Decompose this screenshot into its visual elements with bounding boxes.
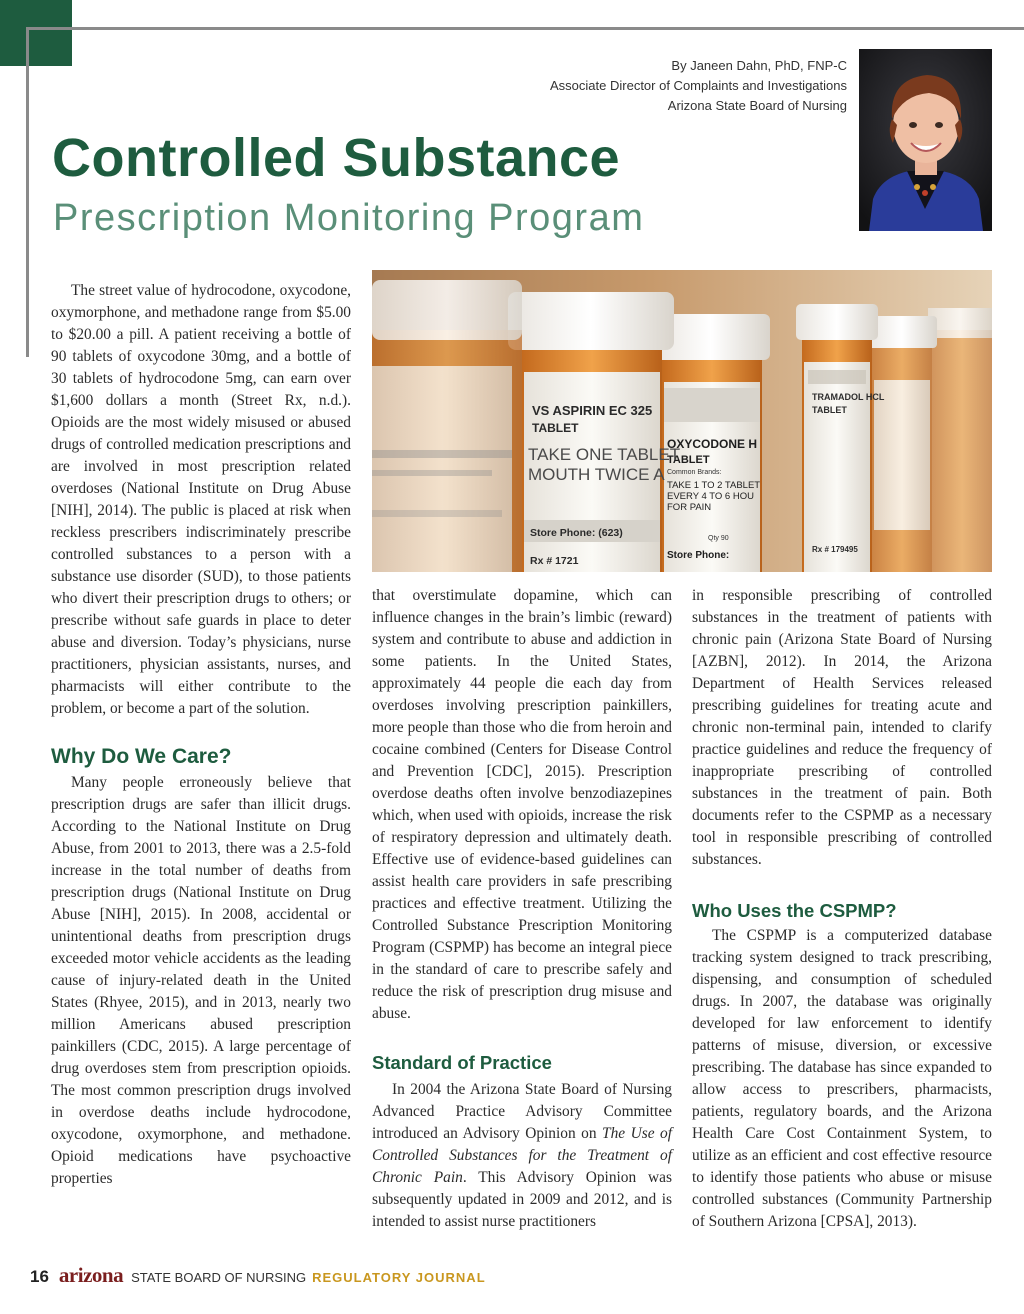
bottle1-drug-label: VS ASPIRIN EC 325 bbox=[532, 403, 653, 418]
journal-name: REGULATORY JOURNAL bbox=[312, 1270, 486, 1285]
continued-paragraph-2: in responsible prescribing of controlled substances in the treatment of patients with chronic pain (Arizona State Board of Nursing [AZBN], 2012). In 2014, the Arizona Department of Health Services released prescribing guidelines for treating acute and chronic non-terminal pain, intended to clarify practice guidelines and reduce the frequency of inappropriate prescribing of controlled substances in the treatment of pain. Both documents refer to the CSPMP as a necessary tool in responsible prescribing of controlled substances. bbox=[692, 587, 992, 868]
byline-role: Associate Director of Complaints and Investigations bbox=[550, 78, 847, 93]
standard-text-b: . This Advisory Opinion was subsequently updated in 2009 and 2012, and is intended to assist nurse practitioners bbox=[372, 1169, 672, 1230]
bottle3-drug-label: TRAMADOL HCL bbox=[812, 392, 885, 402]
left-rule bbox=[26, 27, 29, 357]
bottle2-directions-3: FOR PAIN bbox=[667, 502, 712, 513]
page-footer bbox=[30, 1263, 486, 1288]
column-2 bbox=[372, 585, 672, 1233]
bottle2-brand-label: Common Brands: bbox=[667, 469, 722, 476]
byline-author: By Janeen Dahn, PhD, FNP-C bbox=[671, 58, 847, 73]
bottle3-rx-label: Rx # 179495 bbox=[812, 545, 858, 554]
article-subtitle: Prescription Monitoring Program bbox=[53, 197, 645, 239]
arizona-wordmark: arizona bbox=[58, 1263, 124, 1287]
pill-bottles-graphic bbox=[372, 270, 992, 572]
bottle2-qty-label: Qty 90 bbox=[708, 535, 729, 542]
heading-who-uses-cspmp: Who Uses the CSPMP? bbox=[692, 900, 897, 921]
standard-paragraph bbox=[372, 1079, 672, 1233]
cspmp-paragraph: The CSPMP is a computerized database tracking system designed to track prescribing, dispensing, and consumption of scheduled drugs. In 2007, the database was originally developed for law enforcement to identify patterns of misuse, diversion, or excessive prescribing. The database has since expanded to allow access to prescribers, pharmacists, patients, regulatory boards, and the Arizona Health Care Cost Containment System, to utilize as an efficient and cost effective resource to identify those patients who abuse or misuse controlled substances (Community Partnership of Southern Arizona [CPSA], 2013). bbox=[692, 927, 992, 1230]
bottle1-form-label: TABLET bbox=[532, 421, 579, 435]
column-1 bbox=[51, 280, 351, 1190]
author-photo bbox=[859, 49, 992, 231]
heading-standard-of-practice: Standard of Practice bbox=[372, 1052, 552, 1073]
bottle1-rx-label: Rx # 1721 bbox=[530, 555, 579, 567]
bottle2-store-label: Store Phone: bbox=[667, 550, 730, 561]
why-care-paragraph: Many people erroneously believe that prescription drugs are safer than illicit drugs. According to the National Institute on Drug Abuse, from 2001 to 2013, there was a 2.5-fold increase in the total number of deaths from prescription drugs (National Institute on Drug Abuse [NIH], 2015). In 2008, accidental or unintentional deaths from prescription drugs exceeded motor vehicle accidents as the leading cause of injury-related death in the United States (Rhyee, 2015), and in 2013, nearly two million Americans abused prescription painkillers (CDC, 2015). A large percentage of drug overdoses stem from prescription opioids. The most common prescription drugs involved in overdose deaths include hydrocodone, oxycodone, oxymorphone, and methadone. Opioid medications have psychoactive properties bbox=[51, 774, 351, 1187]
board-name: STATE BOARD OF NURSING bbox=[131, 1270, 307, 1285]
bottle2-drug-label: OXYCODONE H bbox=[667, 437, 758, 451]
byline-org: Arizona State Board of Nursing bbox=[667, 98, 847, 113]
page-number: 16 bbox=[30, 1267, 49, 1286]
bottle1-directions-2: MOUTH TWICE A bbox=[528, 465, 665, 484]
bottle1-store-label: Store Phone: (623) bbox=[530, 527, 623, 539]
corner-accent-block bbox=[0, 0, 72, 66]
bottle2-directions-2: EVERY 4 TO 6 HOU bbox=[667, 491, 754, 502]
continued-paragraph: that overstimulate dopamine, which can influence changes in the brain’s limbic (reward) system and contribute to abuse and addiction in some patients. In the United States, approximately 44 people die each day from overdoses involving prescription painkillers, more people than those who die from heroin and cocaine combined (Centers for Disease Control and Prevention [CDC], 2015). Prescription overdose deaths often involve benzodiazepines which, when used with opioids, increase the risk of respiratory depression and ultimately death. Effective use of evidence-based guidelines can assist health care providers in safe prescribing practices and effective treatment. Utilizing the Controlled Substance Prescription Monitoring Program (CSPMP) has become an integral piece in the standard of care to prescribe safely and reduce the risk of prescription drug misuse and abuse. bbox=[372, 587, 672, 1022]
standard-text-a: In 2004 the Arizona State Board of Nursing Advanced Practice Advisory Committee introduced an Advisory Opinion on bbox=[372, 1081, 672, 1142]
bottle3-form-label: TABLET bbox=[812, 405, 847, 415]
intro-paragraph: The street value of hydrocodone, oxycodone, oxymorphone, and methadone range from $5.00 to $20.00 a pill. A patient receiving a bottle of 90 tablets of oxycodone 30mg, and a bottle of 30 tablets of hydrocodone 5mg, can earn over $1,600 dollars a month (Street Rx, n.d.). Opioids are the most widely misused or abused drugs of controlled medication prescriptions and are involved in most prescription related overdoses (National Institute on Drug Abuse [NIH], 2014). The public is placed at risk when reckless prescribers indiscriminately prescribe controlled substances to a person with a substance use disorder (SUD), to those patients who divert their prescription drugs to others; or prescribe without safe guards in place to deter abuse and diversion. Today’s physicians, nurse practitioners, physician assistants, nurses, and pharmacists will either contribute to the problem, or become a part of the solution. bbox=[51, 282, 351, 717]
bottle2-form-label: TABLET bbox=[667, 454, 710, 466]
article-title: Controlled Substance bbox=[52, 128, 621, 188]
bottle1-directions-1: TAKE ONE TABLET bbox=[528, 445, 681, 464]
heading-why-do-we-care: Why Do We Care? bbox=[51, 745, 232, 768]
pill-bottles-photo bbox=[372, 270, 992, 572]
author-portrait-graphic bbox=[859, 49, 992, 231]
top-rule bbox=[26, 27, 1024, 30]
bottle2-directions-1: TAKE 1 TO 2 TABLET bbox=[667, 480, 761, 491]
advisory-opinion-title: The Use of Controlled Substances for the Treatment of Chronic Pain bbox=[372, 1125, 672, 1186]
byline bbox=[550, 56, 847, 116]
column-3 bbox=[692, 585, 992, 1233]
